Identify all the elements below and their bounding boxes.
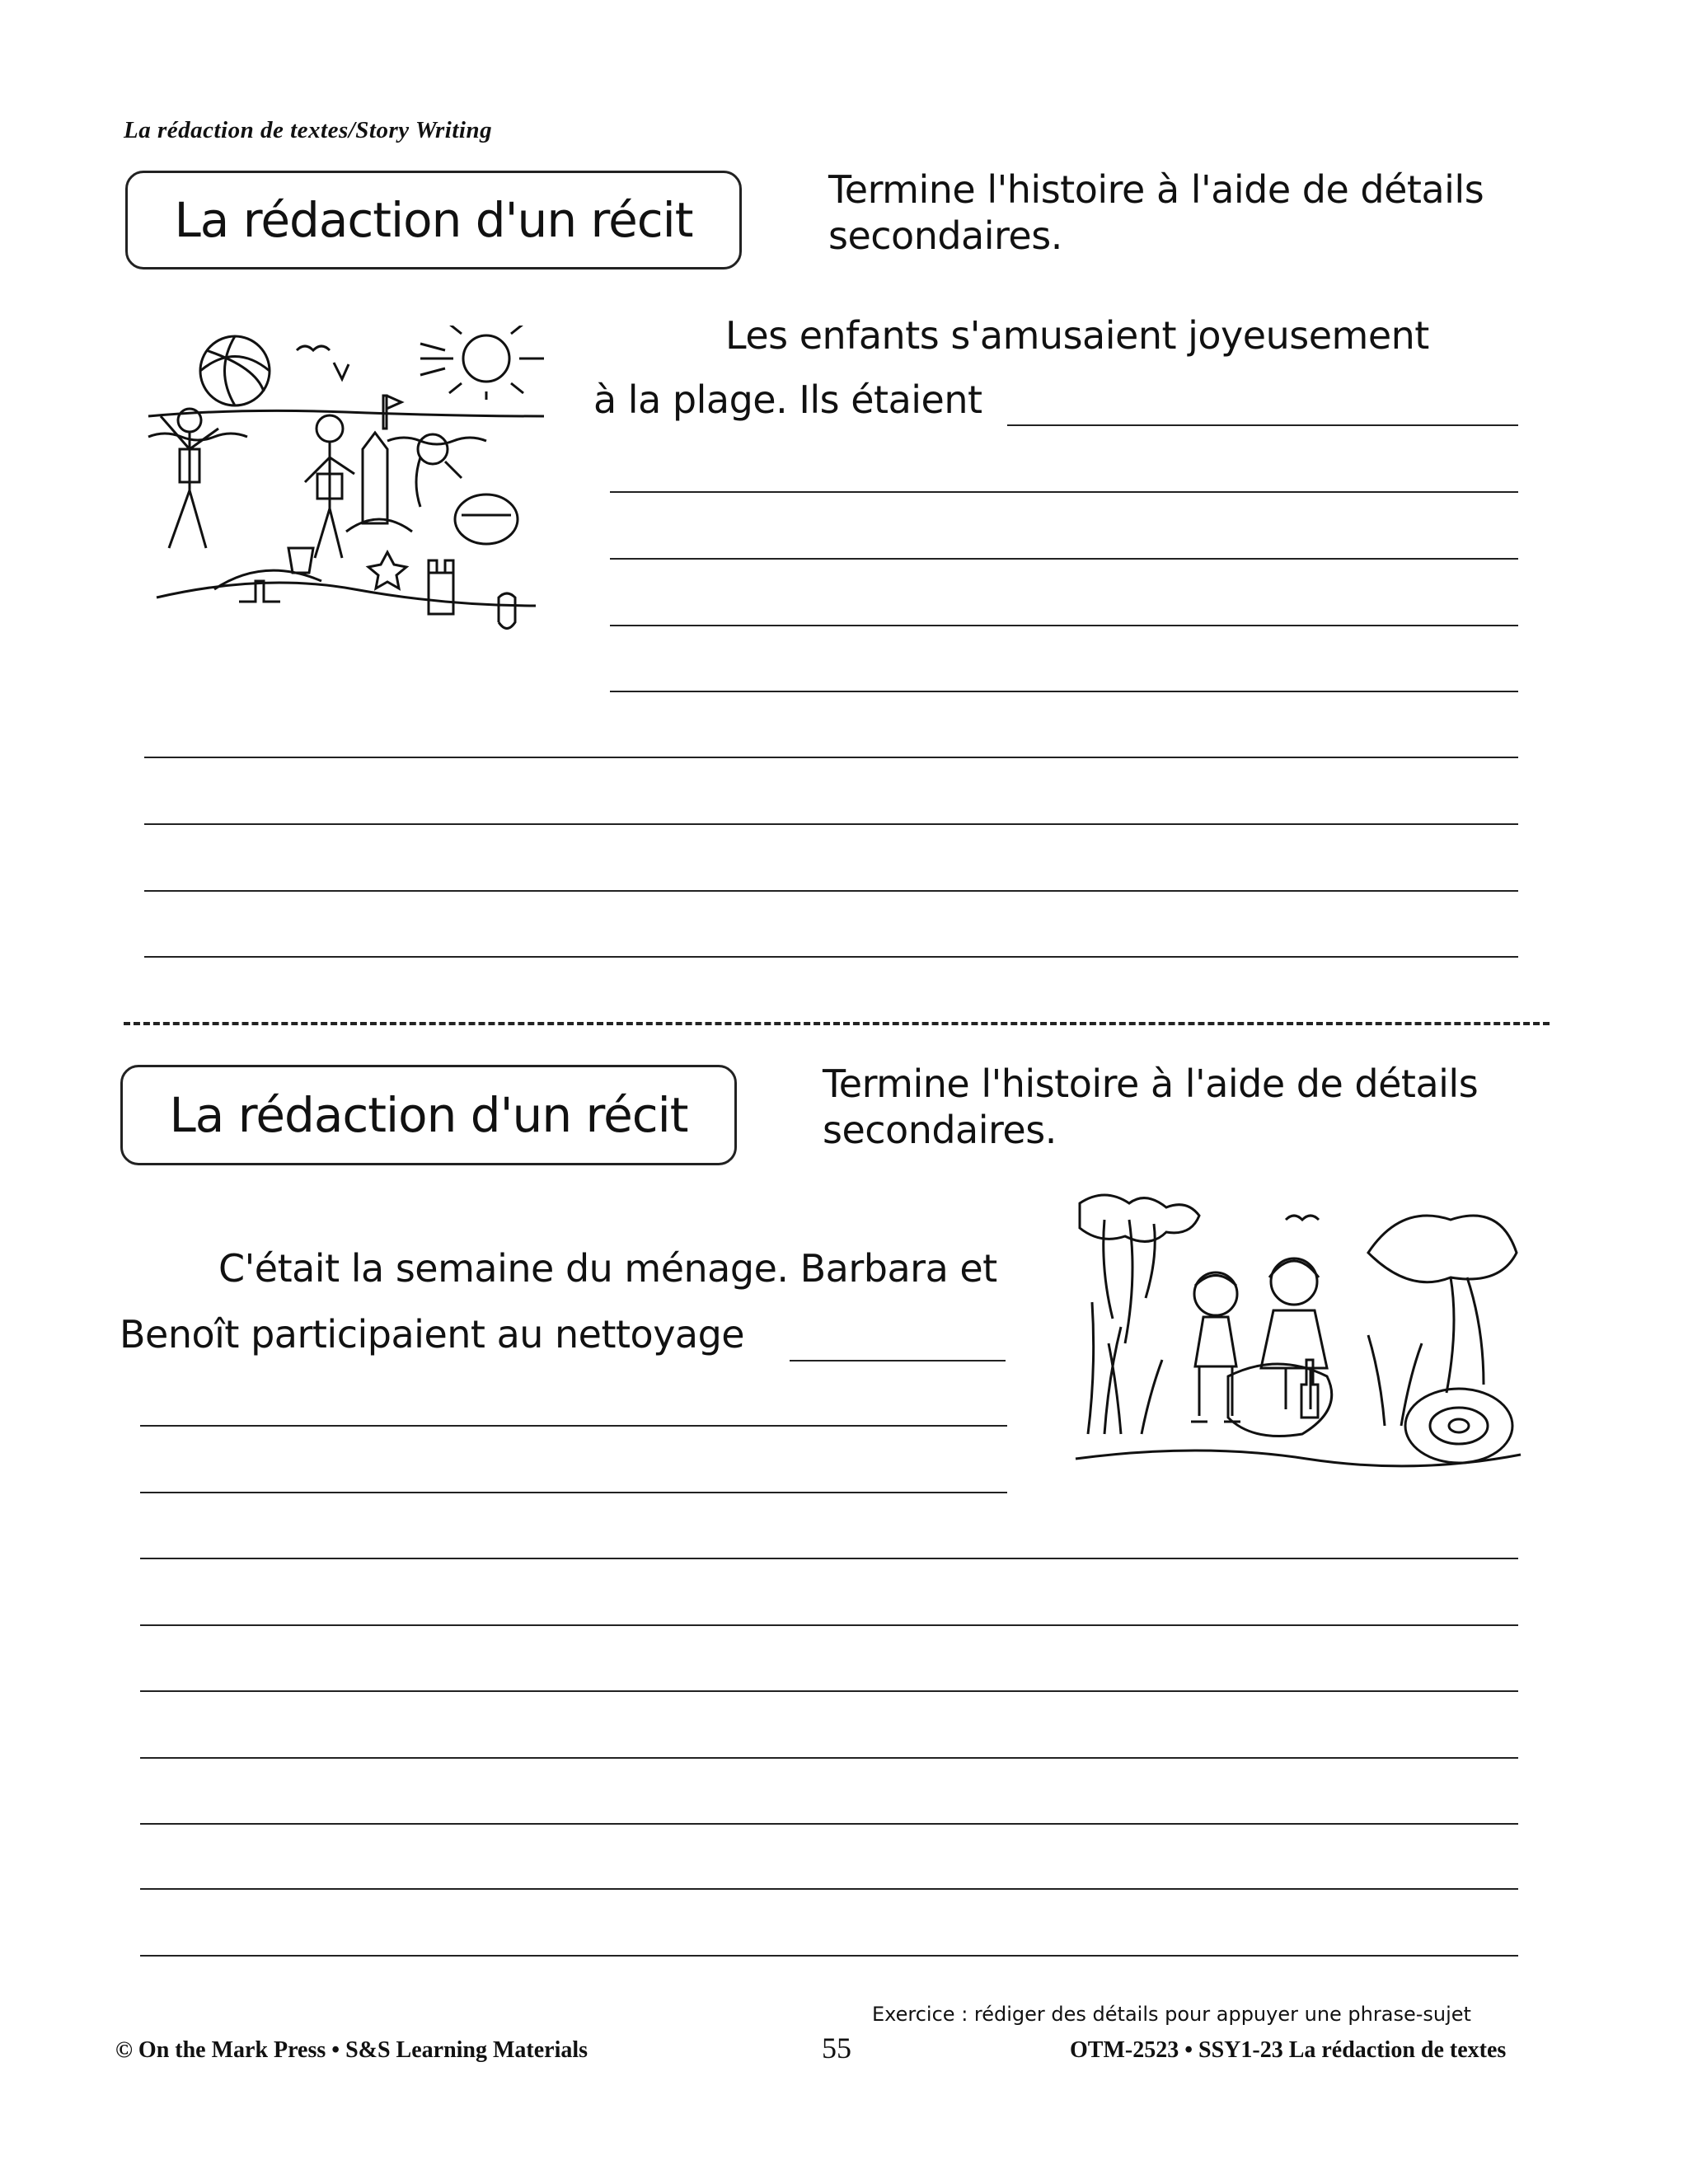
beach-scene-icon <box>140 326 552 655</box>
writing-line[interactable] <box>610 491 1518 493</box>
writing-line[interactable] <box>140 1955 1518 1957</box>
footer-product-code: OTM-2523 • SSY1-23 La rédaction de textes <box>1070 2037 1507 2063</box>
exercise1-story-line2: à la plage. Ils étaient <box>593 377 982 422</box>
writing-line[interactable] <box>144 823 1518 825</box>
writing-line[interactable] <box>610 558 1518 560</box>
exercise1-story-line1: Les enfants s'amusaient joyeusement <box>725 313 1429 358</box>
writing-line[interactable] <box>140 1823 1518 1825</box>
writing-line[interactable] <box>144 956 1518 958</box>
writing-line[interactable] <box>610 691 1518 692</box>
exercise1-title: La rédaction d'un récit <box>125 171 742 269</box>
writing-line[interactable] <box>140 1888 1518 1890</box>
exercise2-instruction: Termine l'histoire à l'aide de détails secondaires. <box>823 1062 1479 1152</box>
writing-line[interactable] <box>144 890 1518 892</box>
writing-line[interactable] <box>790 1360 1006 1361</box>
writing-line[interactable] <box>140 1558 1518 1559</box>
writing-line[interactable] <box>140 1624 1518 1626</box>
writing-line[interactable] <box>140 1425 1007 1427</box>
page-number: 55 <box>822 2032 851 2064</box>
footer-copyright: © On the Mark Press • S&S Learning Materials <box>115 2037 588 2063</box>
exercise2-title: La rédaction d'un récit <box>120 1065 737 1165</box>
footer-exercise-note: Exercice : rédiger des détails pour appuyer une phrase-sujet <box>872 2003 1471 2026</box>
cut-line-separator <box>124 1022 1550 1025</box>
writing-line[interactable] <box>1007 424 1518 426</box>
writing-line[interactable] <box>140 1757 1518 1759</box>
park-cleanup-scene-icon <box>1071 1187 1533 1483</box>
writing-line[interactable] <box>140 1690 1518 1692</box>
header-note: La rédaction de textes/Story Writing <box>124 117 493 143</box>
writing-line[interactable] <box>144 757 1518 758</box>
writing-line[interactable] <box>140 1492 1007 1493</box>
exercise2-story-line2: Benoît participaient au nettoyage <box>120 1312 745 1357</box>
exercise2-story-line1: C'était la semaine du ménage. Barbara et <box>218 1246 997 1291</box>
exercise1-instruction: Termine l'histoire à l'aide de détails secondaires. <box>828 167 1484 258</box>
writing-line[interactable] <box>610 625 1518 626</box>
